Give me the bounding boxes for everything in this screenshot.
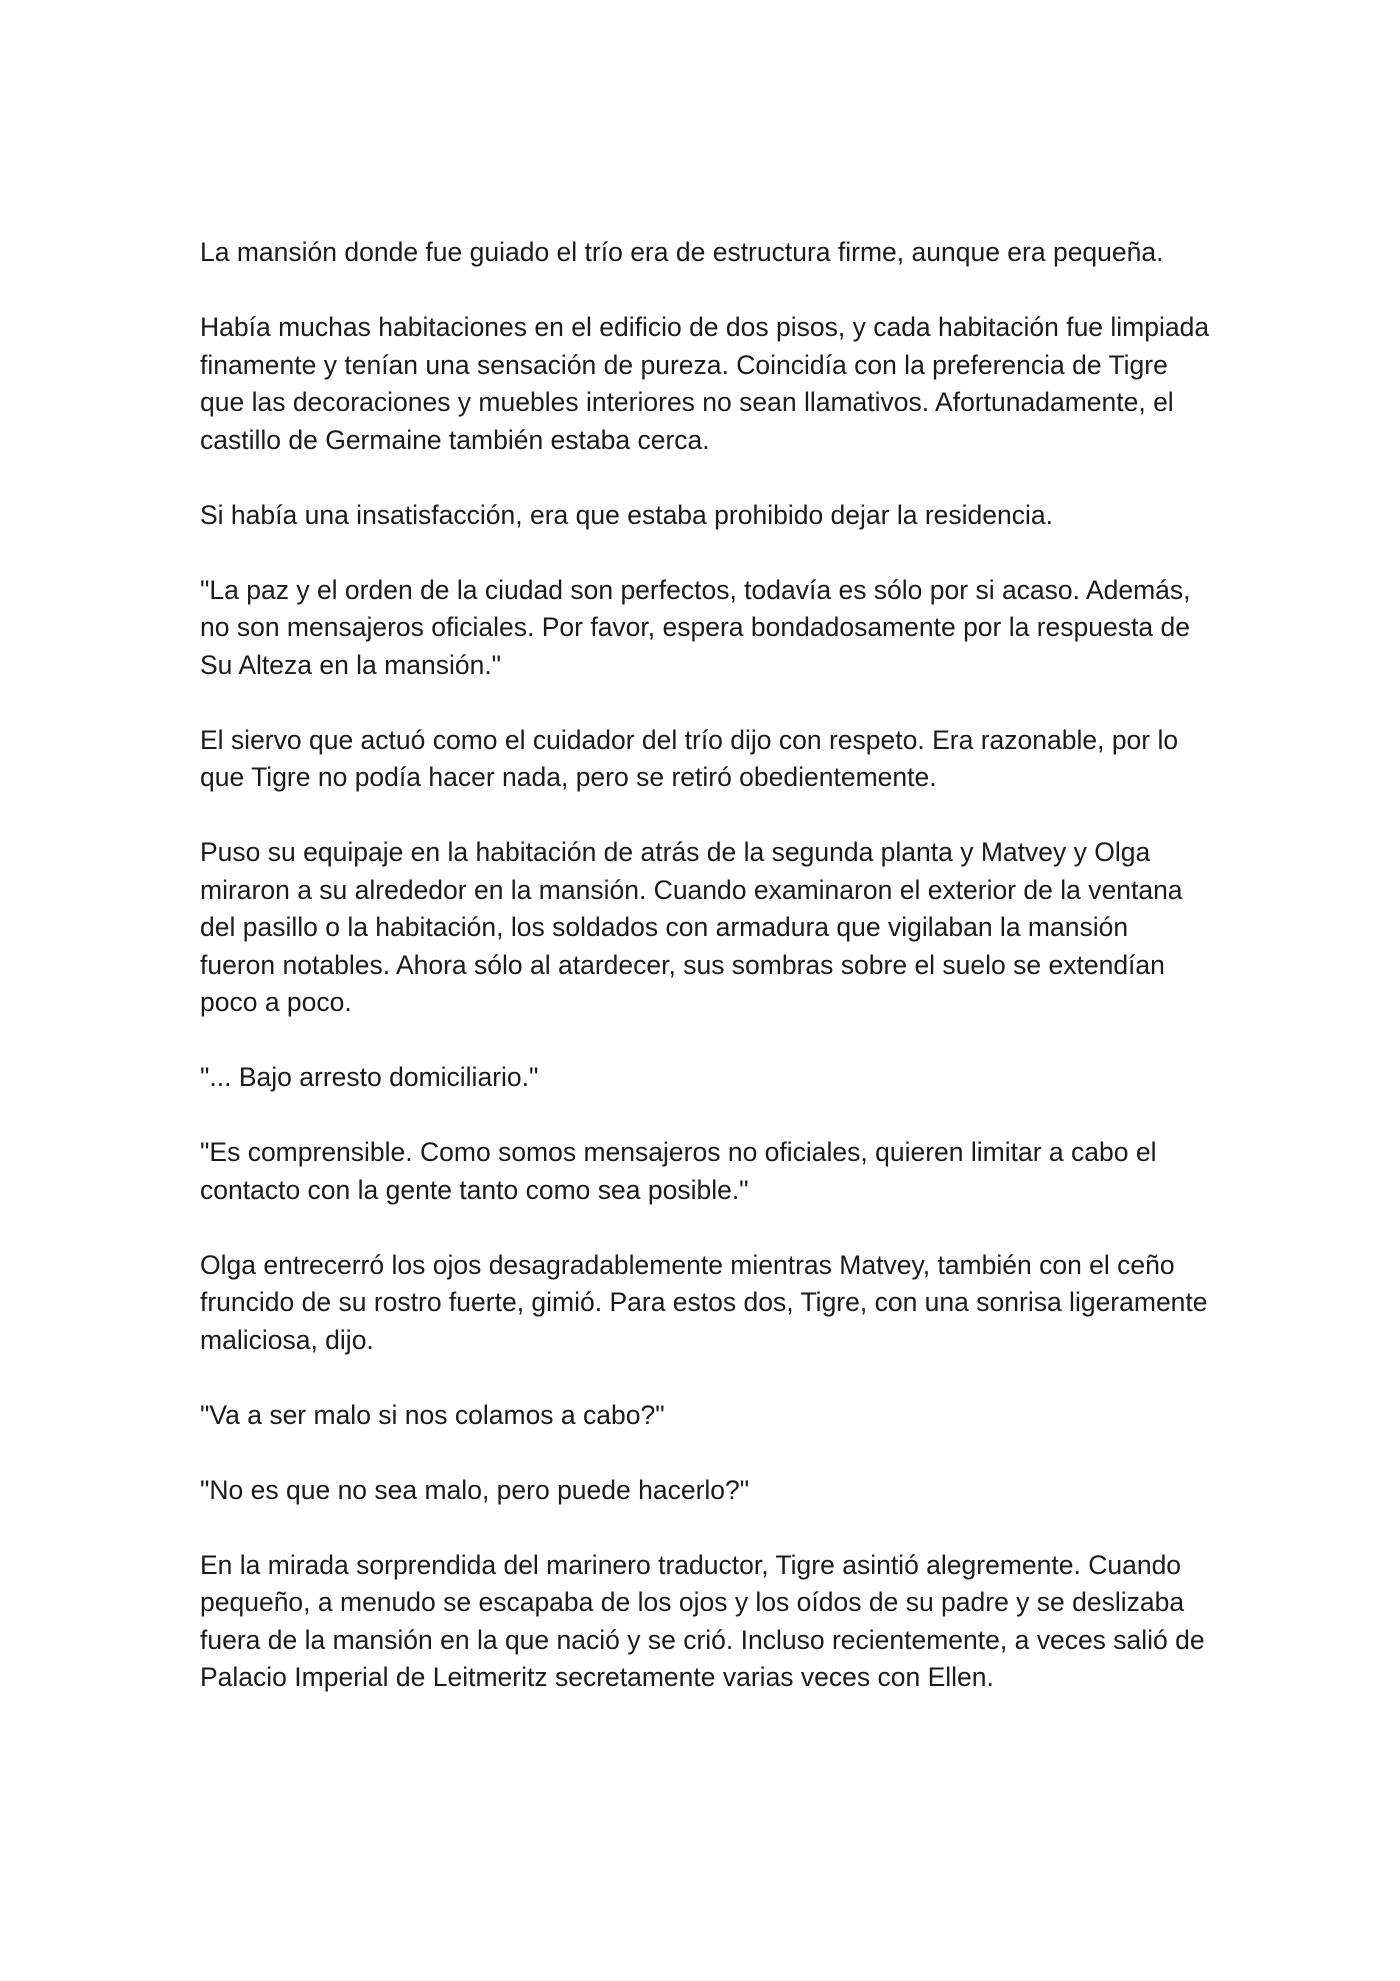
paragraph-3: Si había una insatisfacción, era que estaba prohibido dejar la residencia. bbox=[200, 499, 1053, 530]
paragraph-11: "No es que no sea malo, pero puede hacerlo?" bbox=[200, 1474, 750, 1505]
paragraph-12: En la mirada sorprendida del marinero traductor, Tigre asintió alegremente. Cuando pequeño, a menudo se escapaba de los ojos y los oídos de su padre y se deslizaba fuera de la mansión en la que nació y se crió. Incluso recientemente, a veces salió de Palacio Imperial de Leitmeritz secretamente varias veces con Ellen. bbox=[200, 1549, 1205, 1692]
paragraph-2: Había muchas habitaciones en el edificio de dos pisos, y cada habitación fue limpiada finamente y tenían una sensación de pureza. Coincidía con la preferencia de Tigre que las decoraciones y muebles interiores no sean llamativos. Afortunadamente, el castillo de Germaine también estaba cerca. bbox=[200, 312, 1210, 455]
paragraph-7: "... Bajo arresto domiciliario." bbox=[200, 1062, 539, 1092]
paragraph-4: "La paz y el orden de la ciudad son perfectos, todavía es sólo por si acaso. Además, no son mensajeros oficiales. Por favor, espera bondadosamente por la respuesta de Su Alteza en la mansión." bbox=[200, 574, 1191, 680]
paragraph-9: Olga entrecerró los ojos desagradablemente mientras Matvey, también con el ceño fruncido de su rostro fuerte, gimió. Para estos dos, Tigre, con una sonrisa ligeramente maliciosa, dijo. bbox=[200, 1249, 1208, 1355]
document-body bbox=[200, 234, 1210, 1697]
paragraph-6: Puso su equipaje en la habitación de atrás de la segunda planta y Matvey y Olga miraron a su alrededor en la mansión. Cuando examinaron el exterior de la ventana del pasillo o la habitación, los soldados con armadura que vigilaban la mansión fueron notables. Ahora sólo al atardecer, sus sombras sobre el suelo se extendían poco a poco. bbox=[200, 837, 1183, 1017]
paragraph-5: El siervo que actuó como el cuidador del trío dijo con respeto. Era razonable, por lo que Tigre no podía hacer nada, pero se retiró obedientemente. bbox=[200, 724, 1179, 792]
paragraph-1: La mansión donde fue guiado el trío era de estructura firme, aunque era pequeña. bbox=[200, 237, 1164, 267]
paragraph-10: "Va a ser malo si nos colamos a cabo?" bbox=[200, 1399, 665, 1430]
paragraph-8: "Es comprensible. Como somos mensajeros no oficiales, quieren limitar a cabo el contacto con la gente tanto como sea posible." bbox=[200, 1137, 1157, 1205]
